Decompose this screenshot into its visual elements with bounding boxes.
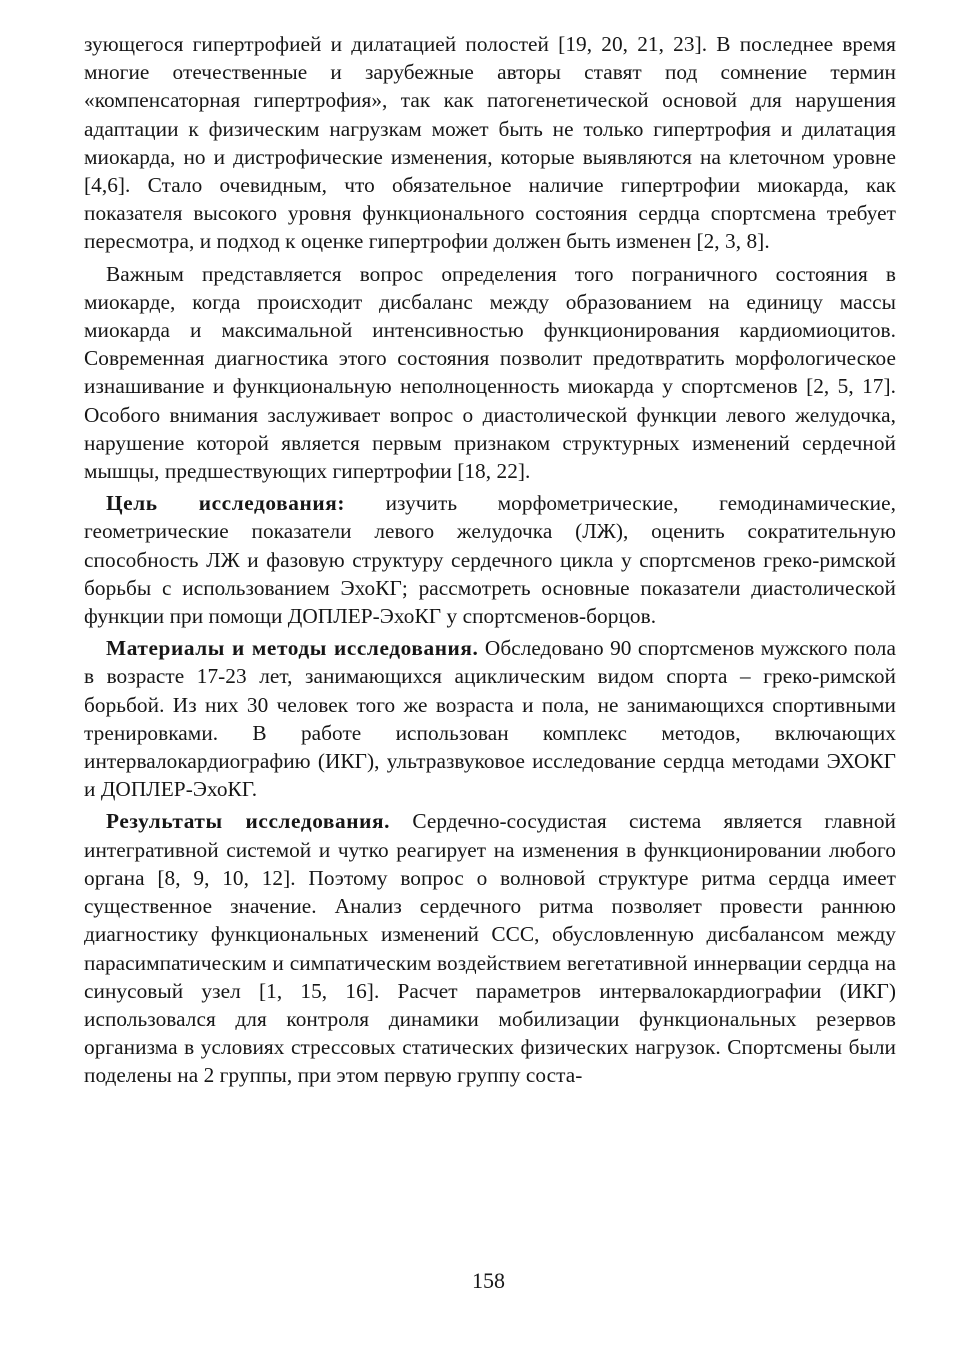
paragraph-text: Сердечно-сосудистая система является главной интегративной системой и чутко реагирует на изменения в функционировании любого органа [8, 9, 10, 12]. Поэтому вопрос о волновой структуре ритма сердца имеет существенное значение. Анализ сердечного ритма позволяет провести раннюю диагностику функциональных изменений ССС, обусловленную дисбалансом между парасимпатическим и симпатическим воздействием вегетативной иннервации сердца на синусовый узел [1, 15, 16]. Расчет параметров интервалокардиографии (ИКГ) использовался для контроля динамики мобилизации функциональных резервов организма в условиях стрессовых статических физических нагрузок. Спортсмены были поделены на 2 группы, при этом первую группу соста- bbox=[84, 809, 897, 1088]
document-page bbox=[84, 30, 896, 1090]
page-number: 158 bbox=[472, 1268, 505, 1293]
paragraph-heading: Цель исследования: bbox=[106, 491, 346, 516]
paragraph-text: Обследовано 90 спортсменов мужского пола в возрасте 17-23 лет, занимающихся ациклическим видом спорта – греко-римской борьбой. Из них 30 человек того же возраста и пола, не занимающихся спортивными тренировками. В работе использован комплекс методов, включающих интервалокардиографию (ИКГ), ультразвуковое исследование сердца методами ЭХОКГ и ДОПЛЕР-ЭхоКГ. bbox=[84, 636, 896, 802]
paragraph-heading: Результаты исследования. bbox=[106, 809, 391, 834]
paragraph-research-goal bbox=[84, 489, 896, 630]
paragraph-text: зующегося гипертрофией и дилатацией полостей [19, 20, 21, 23]. В последнее время многие отечественные и зарубежные авторы ставят под сомнение термин «компенсаторная гипертрофия», так как патогенетической основой для нарушения адаптации к физическим нагрузкам может быть не только гипертрофия и дилатация миокарда, но и дистрофические изменения, которые выявляются на клеточном уровне [4,6]. Стало очевидным, что обязательное наличие гипертрофии миокарда, как показателя высокого уровня функционального состояния сердца спортсмена требует пересмотра, и подход к оценке гипертрофии должен быть изменен [2, 3, 8]. bbox=[84, 32, 896, 254]
paragraph-materials-methods bbox=[84, 634, 896, 803]
paragraph-text: изучить морфометрические, гемодинамические, геометрические показатели левого желудочка (ЛЖ), оценить сократительную способность ЛЖ и фазовую структуру сердечного цикла у спортсменов греко-римской борьбы с использованием ЭхоКГ; рассмотреть основные показатели диастолической функции при помощи ДОПЛЕР-ЭхоКГ у спортсменов-борцов. bbox=[84, 491, 896, 629]
paragraph-heading: Материалы и методы исследования. bbox=[106, 636, 479, 661]
paragraph-text: Важным представляется вопрос определения того пограничного состояния в миокарде, когда происходит дисбаланс между образованием на единицу массы миокарда и максимальной интенсивностью функционирования кардиомиоцитов. Современная диагностика этого состояния позволит предотвратить морфологическое изнашивание и функциональную неполноценность миокарда у спортсменов [2, 5, 17]. Особого внимания заслуживает вопрос о диастолической функции левого желудочка, нарушение которой является первым признаком структурных изменений сердечной мышцы, предшествующих гипертрофии [18, 22]. bbox=[84, 261, 896, 484]
paragraph-diastolic-function bbox=[84, 260, 896, 486]
paragraph-results bbox=[84, 807, 896, 1089]
paragraph-intro-continuation bbox=[84, 30, 896, 256]
